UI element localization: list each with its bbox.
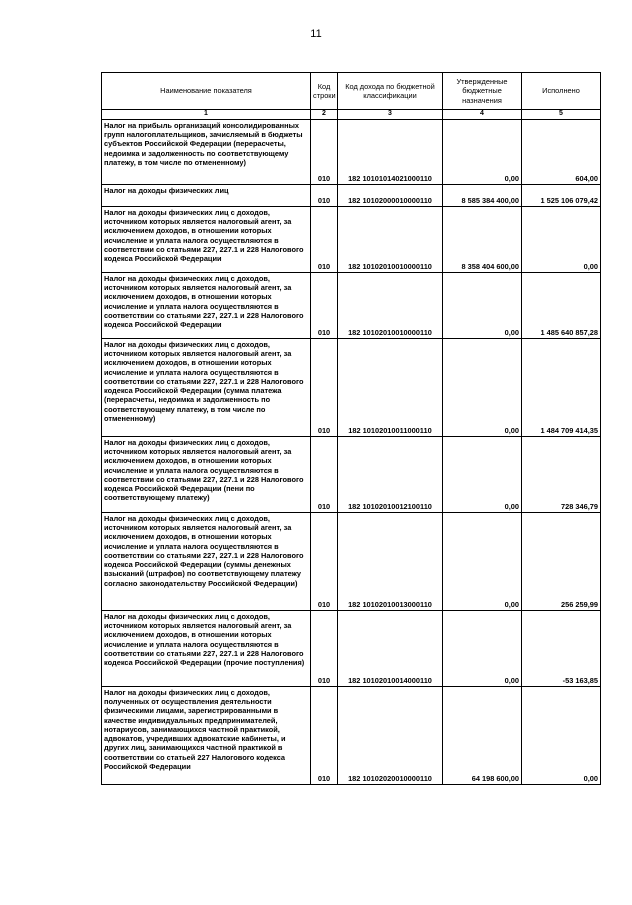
table-row xyxy=(102,436,601,512)
line-code: 010 xyxy=(311,686,338,784)
line-code: 010 xyxy=(311,184,338,206)
table-row xyxy=(102,512,601,610)
approved-value: 0,00 xyxy=(443,119,522,184)
indicator-name: Налог на доходы физических лиц с доходов, полученных от осуществления деятельности физическими лицами, зарегистрированными в качестве индивидуальных предпринимателей, нотариусов, занимающихся частной практикой, адвокатов, учредивших адвокатские кабинеты, и других лиц, занимающихся частной практикой в соответствии со статьей 227 Налогового кодекса Российской Федерации xyxy=(102,686,311,784)
header-indicator-name: Наименование показателя xyxy=(102,73,311,110)
column-numbers-row xyxy=(102,110,601,120)
line-code: 010 xyxy=(311,272,338,338)
header-budget-code: Код дохода по бюджетной классификации xyxy=(338,73,443,110)
line-code: 010 xyxy=(311,338,338,436)
executed-value: 1 485 640 857,28 xyxy=(522,272,601,338)
budget-code: 182 10102000010000110 xyxy=(338,184,443,206)
table-row xyxy=(102,206,601,272)
indicator-name: Налог на прибыль организаций консолидированных групп налогоплательщиков, зачисляемый в бюджеты субъектов Российской Федерации (перерасчеты, недоимка и задолженность по соответствующему платежу, в том числе по отмененному) xyxy=(102,119,311,184)
approved-value: 0,00 xyxy=(443,512,522,610)
column-number: 1 xyxy=(102,110,311,120)
approved-value: 8 585 384 400,00 xyxy=(443,184,522,206)
indicator-name: Налог на доходы физических лиц с доходов, источником которых является налоговый агент, за исключением доходов, в отношении которых исчисление и уплата налога осуществляются в соответствии со статьями 227, 227.1 и 228 Налогового кодекса Российской Федерации (прочие поступления) xyxy=(102,610,311,686)
approved-value: 64 198 600,00 xyxy=(443,686,522,784)
budget-code: 182 10102010014000110 xyxy=(338,610,443,686)
budget-code: 182 10101014021000110 xyxy=(338,119,443,184)
budget-code: 182 10102010010000110 xyxy=(338,206,443,272)
revenue-table xyxy=(101,72,601,785)
line-code: 010 xyxy=(311,206,338,272)
line-code: 010 xyxy=(311,512,338,610)
page-number: 11 xyxy=(310,28,322,40)
table-row xyxy=(102,272,601,338)
indicator-name: Налог на доходы физических лиц с доходов, источником которых является налоговый агент, за исключением доходов, в отношении которых исчисление и уплата налога осуществляются в соответствии со статьями 227, 227.1 и 228 Налогового кодекса Российской Федерации (суммы денежных взысканий (штрафов) по соответствующему платежу согласно законодательству Российской Федерации) xyxy=(102,512,311,610)
header-line-code: Код строки xyxy=(311,73,338,110)
table-row xyxy=(102,184,601,206)
indicator-name: Налог на доходы физических лиц xyxy=(102,184,311,206)
executed-value: 604,00 xyxy=(522,119,601,184)
column-number: 3 xyxy=(338,110,443,120)
indicator-name: Налог на доходы физических лиц с доходов, источником которых является налоговый агент, за исключением доходов, в отношении которых исчисление и уплата налога осуществляются в соответствии со статьями 227, 227.1 и 228 Налогового кодекса Российской Федерации xyxy=(102,272,311,338)
executed-value: -53 163,85 xyxy=(522,610,601,686)
budget-code: 182 10102010013000110 xyxy=(338,512,443,610)
budget-code: 182 10102020010000110 xyxy=(338,686,443,784)
table-row xyxy=(102,119,601,184)
budget-code: 182 10102010012100110 xyxy=(338,436,443,512)
indicator-name: Налог на доходы физических лиц с доходов, источником которых является налоговый агент, за исключением доходов, в отношении которых исчисление и уплата налога осуществляются в соответствии со статьями 227, 227.1 и 228 Налогового кодекса Российской Федерации xyxy=(102,206,311,272)
line-code: 010 xyxy=(311,119,338,184)
approved-value: 0,00 xyxy=(443,338,522,436)
header-executed: Исполнено xyxy=(522,73,601,110)
executed-value: 0,00 xyxy=(522,206,601,272)
column-number: 5 xyxy=(522,110,601,120)
executed-value: 0,00 xyxy=(522,686,601,784)
indicator-name: Налог на доходы физических лиц с доходов, источником которых является налоговый агент, за исключением доходов, в отношении которых исчисление и уплата налога осуществляются в соответствии со статьями 227, 227.1 и 228 Налогового кодекса Российской Федерации (пени по соответствующему платежу) xyxy=(102,436,311,512)
approved-value: 0,00 xyxy=(443,610,522,686)
line-code: 010 xyxy=(311,436,338,512)
table-row xyxy=(102,610,601,686)
column-number: 2 xyxy=(311,110,338,120)
executed-value: 1 525 106 079,42 xyxy=(522,184,601,206)
approved-value: 0,00 xyxy=(443,272,522,338)
header-row xyxy=(102,73,601,110)
executed-value: 728 346,79 xyxy=(522,436,601,512)
header-approved: Утвержденные бюджетные назначения xyxy=(443,73,522,110)
executed-value: 1 484 709 414,35 xyxy=(522,338,601,436)
budget-code: 182 10102010010000110 xyxy=(338,272,443,338)
executed-value: 256 259,99 xyxy=(522,512,601,610)
approved-value: 0,00 xyxy=(443,436,522,512)
table-row xyxy=(102,338,601,436)
line-code: 010 xyxy=(311,610,338,686)
indicator-name: Налог на доходы физических лиц с доходов, источником которых является налоговый агент, за исключением доходов, в отношении которых исчисление и уплата налога осуществляются в соответствии со статьями 227, 227.1 и 228 Налогового кодекса Российской Федерации (сумма платежа (перерасчеты, недоимка и задолженность по соответствующему платежу, в том числе по отмененному) xyxy=(102,338,311,436)
column-number: 4 xyxy=(443,110,522,120)
budget-code: 182 10102010011000110 xyxy=(338,338,443,436)
approved-value: 8 358 404 600,00 xyxy=(443,206,522,272)
table-row xyxy=(102,686,601,784)
